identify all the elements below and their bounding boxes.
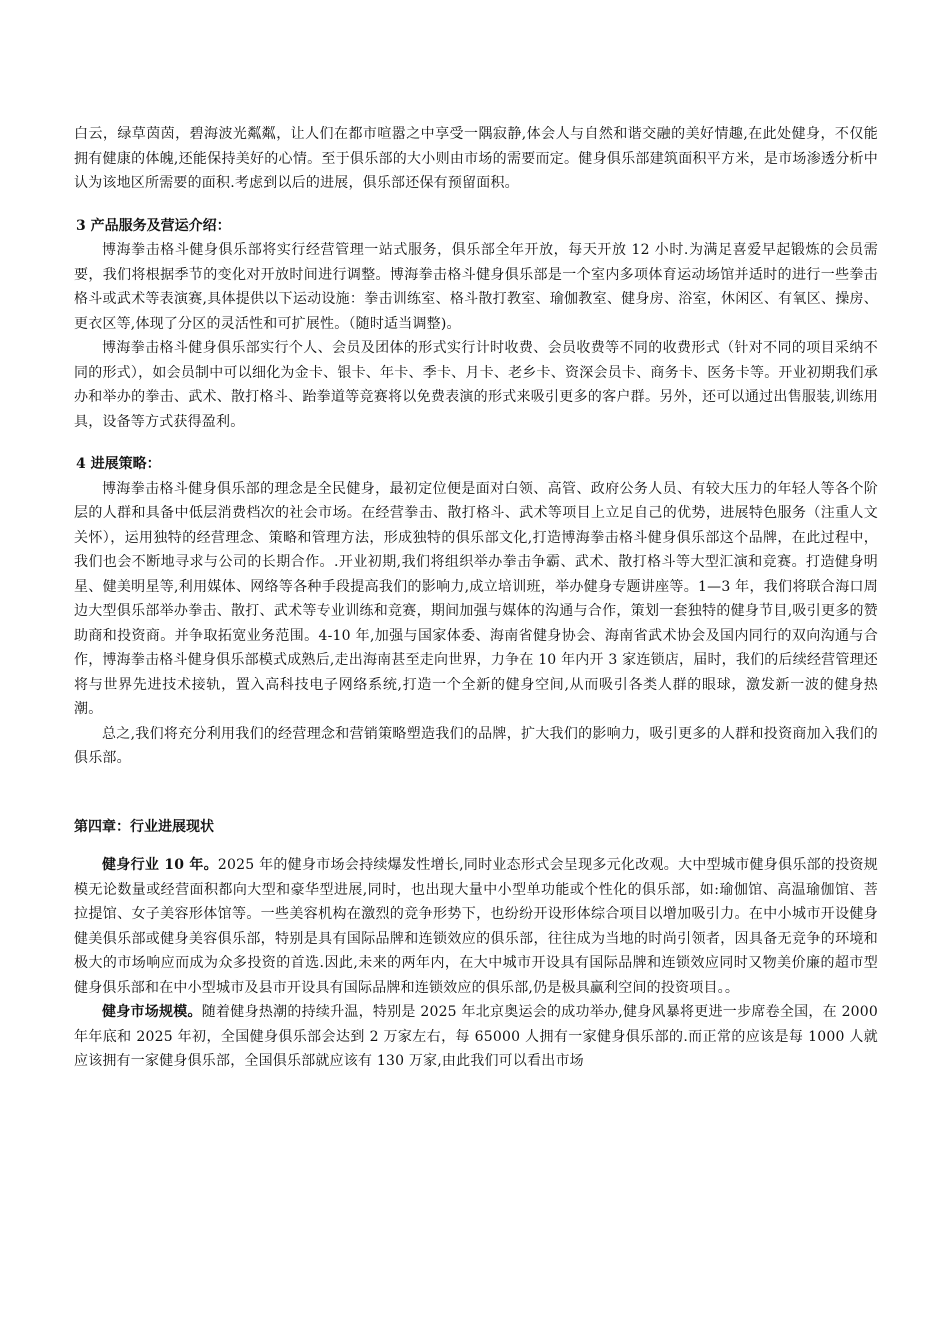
industry-paragraph-2 (74, 1000, 878, 1074)
document-page (74, 122, 878, 1074)
products-paragraph-2: 博海拳击格斗健身俱乐部实行个人、会员及团体的形式实行计时收费、会员收费等不同的收费形式（针对不同的项目采纳不同的形式），如会员制中可以细化为金卡、银卡、年卡、季卡、月卡、老乡卡、资深会员卡、商务卡、医务卡等。开业初期我们承办和举办的拳击、武术、散打格斗、跆拳道等竞赛将以免费表演的形式来吸引更多的客户群。另外，还可以通过出售服装,训练用具，设备等方式获得盈利。 (74, 340, 878, 430)
chapter-heading-industry: 第四章：行业进展现状 (74, 818, 214, 835)
industry-paragraph-1-lead: 健身行业 10 年。 (102, 857, 218, 873)
products-paragraph-1: 博海拳击格斗健身俱乐部将实行经营管理一站式服务，俱乐部全年开放，每天开放 12 小时.为满足喜爱早起锻炼的会员需要，我们将根据季节的变化对开放时间进行调整。博海拳击格斗健身俱乐部是一个室内多项体育运动场馆并适时的进行一些拳击格斗或武术等表演赛,具体提供以下运动设施：拳击训练室、格斗散打教室、瑜伽教室、健身房、浴室，休闲区、有氧区、操房、更衣区等,体现了分区的灵活性和可扩展性。（随时适当调整)。 (74, 242, 878, 332)
industry-paragraph-1-text: 2025 年的健身市场会持续爆发性增长,同时业态形式会呈现多元化改观。大中型城市健身俱乐部的投资规模无论数量或经营面积都向大型和豪华型进展,同时，也出现大量中小型单功能或个性化的俱乐部，如:瑜伽馆、高温瑜伽馆、菩拉提馆、女子美容形体馆等。一些美容机构在激烈的竞争形势下，也纷纷开设形体综合项目以增加吸引力。在中小城市开设健身健美俱乐部或健身美容俱乐部，特别是具有国际品牌和连锁效应的俱乐部，往往成为当地的时尚引领者，因具备无竞争的环境和极大的市场响应而成为众多投资的首选.因此,未来的两年内，在大中城市开设具有国际品牌和连锁效应同时又物美价廉的超市型健身俱乐部和在中小型城市及县市开设具有国际品牌和连锁效应的俱乐部,仍是极具赢利空间的投资项目。。 (74, 857, 879, 996)
industry-paragraph-1 (74, 853, 878, 1000)
industry-paragraph-2-text: 随着健身热潮的持续升温，特别是 2025 年北京奥运会的成功举办,健身风暴将更进一步席卷全国，在 2000 年年底和 2025 年初，全国健身俱乐部会达到 2 万家左右，每 65000 人拥有一家健身俱乐部的.而正常的应该是每 1000 人就应该拥有一家健身俱乐部，全国俱乐部就应该有 130 万家,由此我们可以看出市场 (74, 1004, 878, 1069)
strategy-paragraph-2: 总之,我们将充分利用我们的经营理念和营销策略塑造我们的品牌，扩大我们的影响力，吸引更多的人群和投资商加入我们的俱乐部。 (74, 725, 878, 766)
strategy-paragraph-1: 博海拳击格斗健身俱乐部的理念是全民健身，最初定位便是面对白领、高管、政府公务人员、有较大压力的年轻人等各个阶层的人群和具备中低层消费档次的社会市场。在经营拳击、散打格斗、武术等项目上立足自己的优势，进展特色服务（注重人文关怀），运用独特的经营理念、策略和管理方法，形成独特的俱乐部文化,打造博海拳击格斗健身俱乐部这个品牌，在此过程中，我们也会不断地寻求与公司的长期合作。.开业初期,我们将组织举办拳击争霸、武术、散打格斗等大型汇演和竞赛。打造健身明星、健美明星等,利用媒体、网络等各种手段提高我们的影响力,成立培训班，举办健身专题讲座等。1—3 年，我们将联合海口周边大型俱乐部举办拳击、散打、武术等专业训练和竞赛，期间加强与媒体的沟通与合作，策划一套独特的健身节目,吸引更多的赞助商和投资商。并争取拓宽业务范围。4-10 年,加强与国家体委、海南省健身协会、海南省武术协会及国内同行的双向沟通与合作，博海拳击格斗健身俱乐部模式成熟后,走出海南甚至走向世界，力争在 10 年内开 3 家连锁店，届时，我们的后续经营管理还将与世界先进技术接轨，置入高科技电子网络系统,打造一个全新的健身空间,从而吸引各类人群的眼球，激发新一波的健身热潮。 (74, 480, 878, 717)
intro-paragraph: 白云，绿草茵茵，碧海波光粼粼，让人们在都市喧嚣之中享受一隅寂静,体会人与自然和谐交融的美好情趣,在此处健身，不仅能拥有健康的体魄,还能保持美好的心情。至于俱乐部的大小则由市场的需要而定。健身俱乐部建筑面积平方米，是市场渗透分析中认为该地区所需要的面积.考虑到以后的进展，俱乐部还保有预留面积。 (74, 126, 878, 191)
section-heading-strategy: 4 进展策略： (76, 456, 161, 472)
industry-paragraph-2-lead: 健身市场规模。 (102, 1004, 202, 1020)
section-heading-products: 3 产品服务及营运介绍： (76, 217, 231, 234)
